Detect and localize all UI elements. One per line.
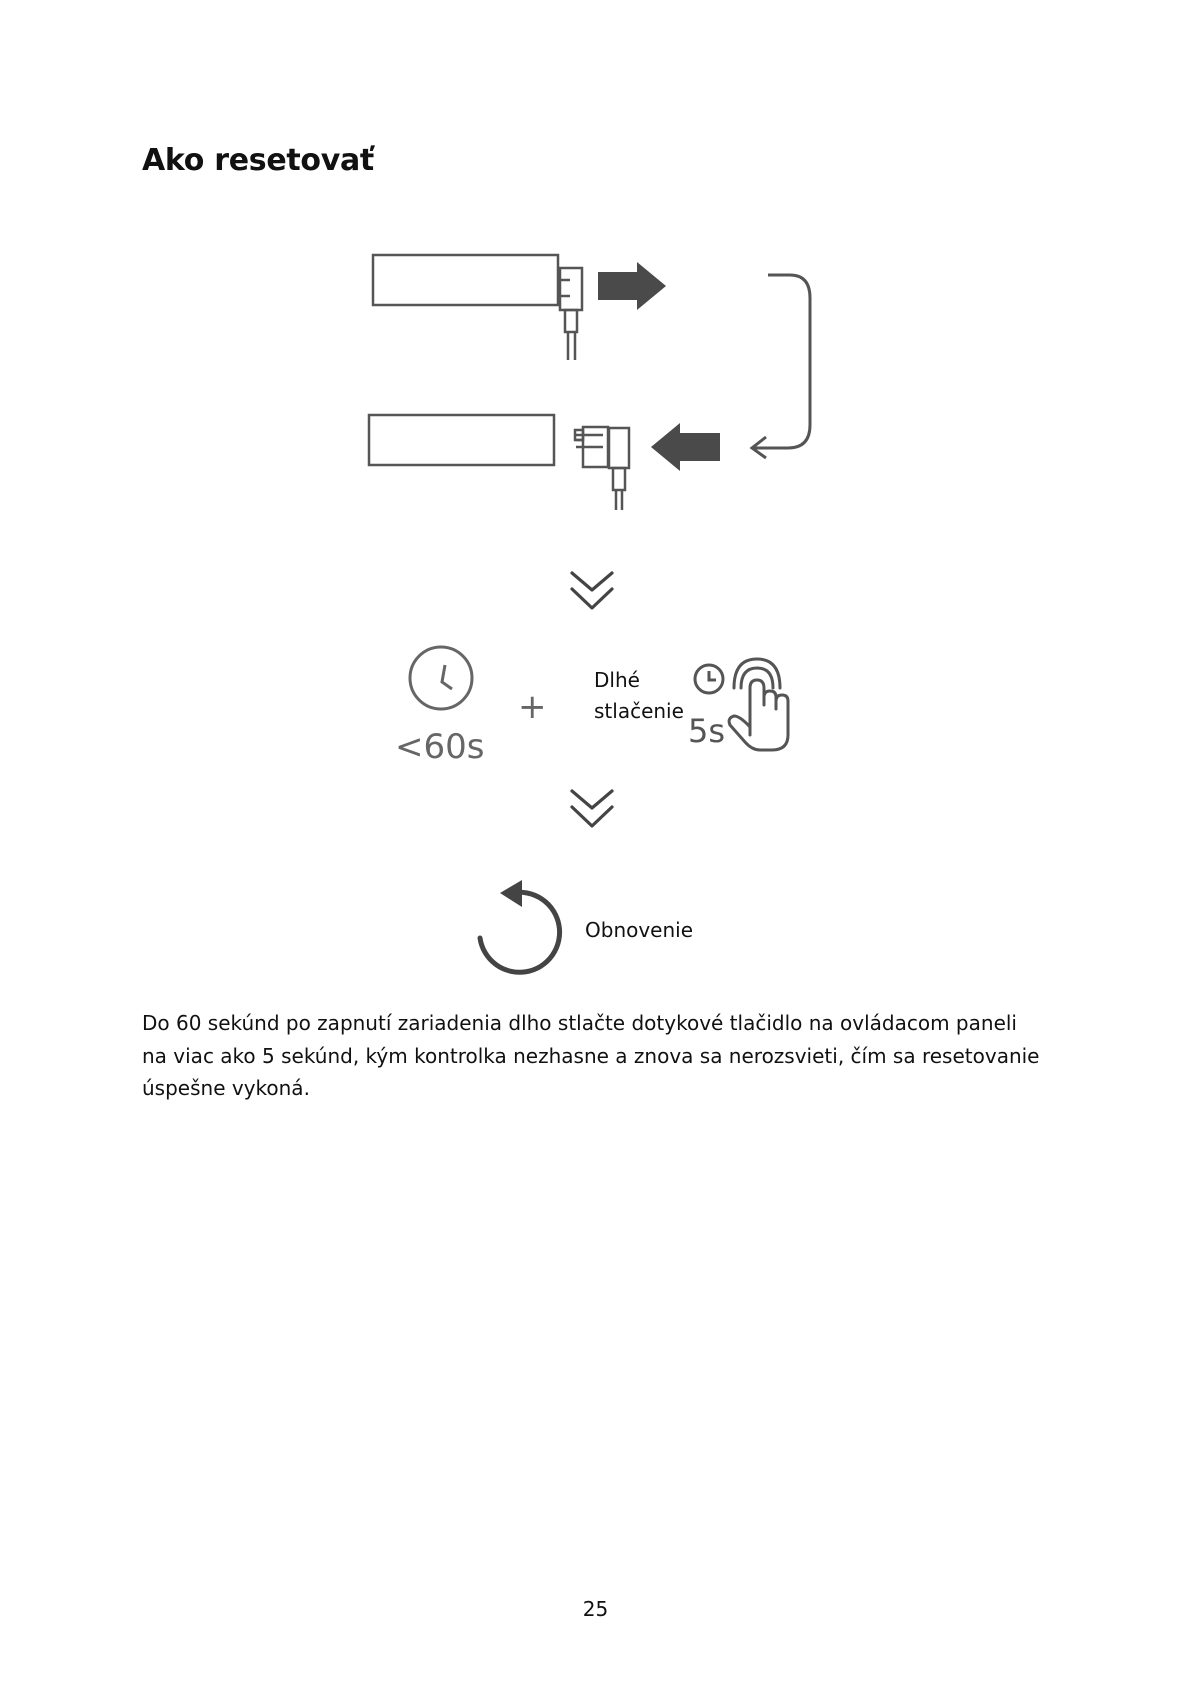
device-plug-illustration xyxy=(369,415,629,510)
arrow-left-icon xyxy=(651,423,720,471)
double-chevron-down-icon xyxy=(572,791,612,826)
plus-sign: + xyxy=(518,687,547,727)
return-curve-arrow-icon xyxy=(752,275,810,458)
arrow-right-icon xyxy=(598,262,666,310)
double-chevron-down-icon xyxy=(572,573,612,608)
instruction-paragraph: Do 60 sekúnd po zapnutí zariadenia dlho stlačte dotykové tlačidlo na ovládacom paneli na viac ako 5 sekúnd, kým kontrolka nezhasne a znova sa nerozsvieti, čím sa resetovanie úspešne vykoná. xyxy=(142,1011,1040,1100)
restore-label: Obnovenie xyxy=(585,918,694,942)
restore-icon xyxy=(480,880,560,972)
page-number: 25 xyxy=(582,1597,609,1621)
clock-icon xyxy=(410,647,472,709)
hold-label: 5s xyxy=(688,712,726,750)
page-title: Ako resetovať xyxy=(142,143,374,178)
device-unplug-illustration xyxy=(373,255,582,360)
long-press-label-line2: stlačenie xyxy=(594,699,684,723)
finger-press-icon xyxy=(729,659,788,750)
small-clock-icon xyxy=(695,665,723,693)
long-press-label-line1: Dlhé xyxy=(594,668,640,692)
timer-label: <60s xyxy=(395,727,485,767)
